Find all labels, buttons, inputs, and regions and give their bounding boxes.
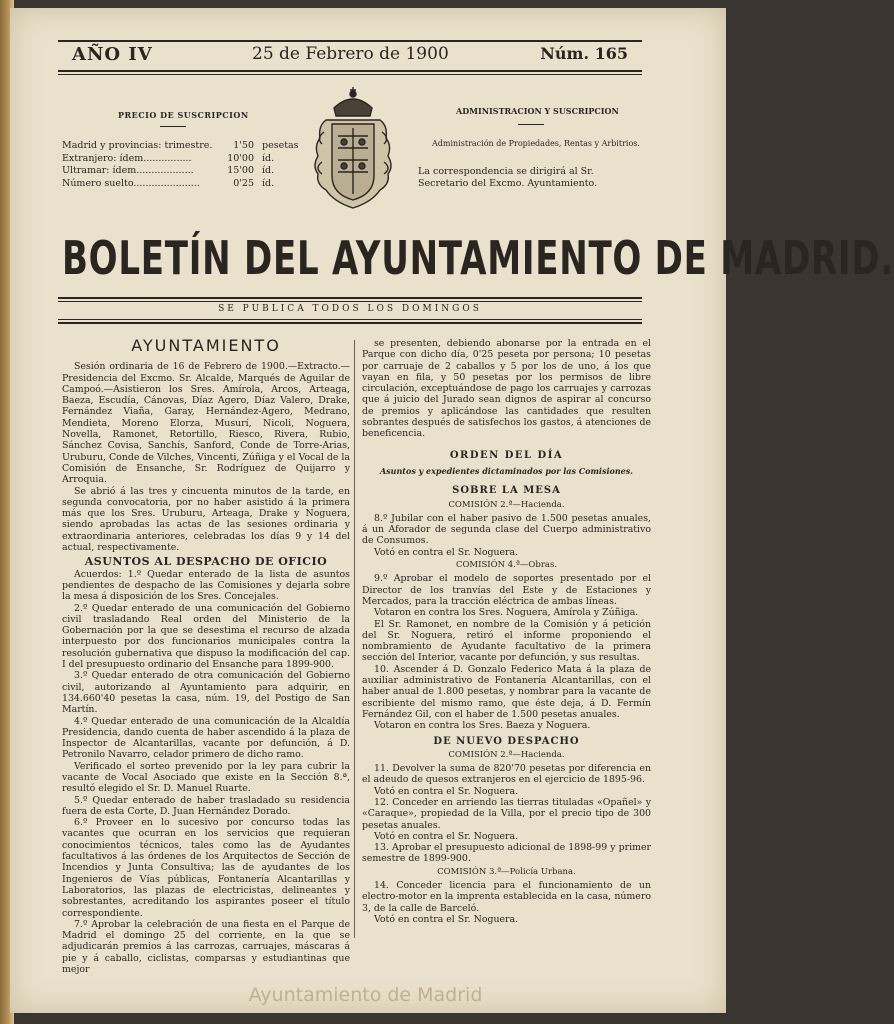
price-unit: íd. [262,165,275,176]
masthead-title: BOLETÍN DEL AYUNTAMIENTO DE MADRID. [62,231,894,285]
top-rule [58,40,642,42]
subsection-heading: ASUNTOS AL DESPACHO DE OFICIO [84,555,328,569]
issue-date: 25 de Febrero de 1900 [252,44,449,64]
vote-note: Votó en contra el Sr. Noguera. [374,546,519,558]
admin-title: ADMINISTRACION Y SUSCRIPCION [456,106,619,116]
publish-rule-2 [58,322,642,324]
agenda-item: 8.º Jubilar con el haber pasivo de 1.500 pesetas anuales, á un Aforador de segunda clase del Cuerpo administrativo de Consumos. [362,512,651,547]
commission-heading: COMISIÓN 2.ª—Hacienda. [448,499,565,510]
agreement-item: Verificado el sorteo prevenido por la ley para cubrir la vacante de Vocal Asociado que existe en la Sección 8.ª, resultó elegido el Sr. D. Manuel Ruarte. [62,760,350,795]
vote-note: Votaron en contra los Sres. Baeza y Noguera. [374,720,591,732]
agreement-item: 7.º Aprobar la celebración de una fiesta en el Parque de Madrid el domingo 25 del corriente, en la que se adjudicarán premios á las carrozas, carruajes, máscaras á pie y á caballo, ciclistas, comparsas y estudiantinas que mejor [62,918,350,976]
madrid-coat-of-arms-icon [304,86,402,214]
agreement-item: 4.º Quedar enterado de una comunicación de la Alcaldía Presidencia, dando cuenta de haber ascendido á la plaza de Inspector de Alcantarillas, vacante por defunción, á D. Petronilo Navarro, celador primero de dicho ramo. [62,715,350,761]
commission-heading: COMISIÓN 4.ª—Obras. [455,560,558,571]
agenda-item: 9.º Aprobar el modelo de soportes presentado por el Director de los tranvías del Este y de Estaciones y Mercados, para la tracción eléctrica de ambas líneas. [362,573,651,607]
session-opening: Se abrió á las tres y cincuenta minutos de la tarde, en segunda convocatoria, por no haber asistido á la primera más que los Sres. Uruburu, Arteaga, Drake y Noguera, siendo aprobadas las actas de las sesiones ordinaria y extraordinaria anteriores, celebradas los días 9 y 14 del actual, respectivamente. [62,485,350,554]
vote-note: Votó en contra el Sr. Noguera. [374,913,519,925]
agreement-item: 5.º Quedar enterado de haber trasladado su residencia fuera de esta Corte, D. Juan Hernández Dorado. [62,794,350,817]
admin-subtitle: Administración de Propiedades, Rentas y Arbitrios. [432,139,640,148]
commission-heading: COMISIÓN 3.ª—Policía Urbana. [437,866,576,877]
header-rule-1 [58,70,642,72]
agreement-item: 6.º Proveer en lo sucesivo por concurso todas las vacantes que ocurran en los servicios que requieran conocimientos técnicos, tales como las de Ayudantes facultativos á las órdenes de los Arquitectos de Sección de Incendios y Junta Consultiva; las de ayudantes de los Ingenieros de Vías públicas, Fontanería Alcantarillas y Laboratorios, las plazas de electricistas, delineantes y sobrestantes, acreditando los aspirantes poseer el título correspondiente. [62,817,350,919]
agenda-item: 11. Devolver la suma de 820'70 pesetas por diferencia en el adeudo de quesos extranjeros en el ejercicio de 1895-96. [362,763,651,786]
price-amount: 15'00 [227,165,254,176]
nuevo-despacho-heading: DE NUEVO DESPACHO [433,735,580,747]
price-row [62,140,302,153]
vote-note: Votaron en contra los Sres. Noguera, Amírola y Zúñiga. [374,607,639,619]
publish-rule-1 [58,319,642,320]
masthead-rule-2 [58,301,642,302]
session-summary: Sesión ordinaria de 16 de Febrero de 1900.—Extracto.—Presidencia del Excmo. Sr. Alcalde, Marqués de Aguilar de Campoó.—Asistieron los Sres. Amírola, Arcos, Arteaga, Baeza, Escudía, Cánovas, Díaz Agero, Díaz Valero, Drake, Fernández Viaña, Garay, Hernández-Agero, Medrano, Mendieta, Moreno Elorza, Musurí, Nicoli, Noguera, Novella, Ramonet, Retortillo, Riesco, Rivera, Rubio, Sánchez Covisa, Sanchís, Sanford, Conde de Torre-Arias, Uruburu, Conde de Vilches, Vincenti, Zúñiga y el Vocal de la Comisión de Ensanche, Sr. Rodríguez de Quijarro y Arroquia. [62,361,350,486]
agenda-item: 14. Conceder licencia para el funcionamiento de un electro-motor en la imprenta establecida en la casa, número 3, de la calle de Barceló. [362,880,651,914]
agreement-item: Acuerdos: 1.º Quedar enterado de la lista de asuntos pendientes de despacho de las Comisiones y dejarla sobre la mesa á disposición de los Sres. Concejales. [62,568,350,603]
subscription-divider [160,126,186,127]
sobre-la-mesa-heading: SOBRE LA MESA [452,485,561,497]
price-label: Número suelto...................... [62,177,200,189]
left-column [62,338,350,975]
subscription-title: PRECIO DE SUSCRIPCION [118,110,249,120]
price-label: Extranjero: ídem................ [62,152,192,164]
fiesta-continuation: se presenten, debiendo abonarse por la entrada en el Parque con dicho día, 0'25 peseta por persona; 10 pesetas por carruaje de 2 caballos y 5 por los de uno, á los que vayan en fila, y 50 pesetas por los permisos de libre circulación, exceptuándose de pago los carruajes y carrozas que á juicio del Jurado sean dignos de aspirar al concurso de premios y aplicándose las cantidades que resulten sobrantes después de satisfechos los gastos, á atenciones de beneficencia. [362,338,652,440]
price-amount: 0'25 [233,177,254,189]
agenda-item: 13. Aprobar el presupuesto adicional de 1898-99 y primer semestre de 1899-900. [362,842,651,865]
column-divider [354,340,355,938]
price-row [62,153,302,166]
price-unit: íd. [262,177,275,189]
issue-header [72,44,642,66]
issue-year: AÑO IV [72,44,153,65]
price-amount: 10'00 [227,152,254,164]
agenda-item: 12. Conceder en arriendo las tierras tituladas «Opañel» y «Caraque», propiedad de la Villa, por el precio tipo de 300 pesetas anuales. [362,796,651,831]
publication-note: SE PUBLICA TODOS LOS DOMINGOS [218,304,482,314]
orden-subtitle: Asuntos y expedientes dictaminados por las Comisiones. [379,465,634,476]
price-unit: pesetas [262,140,299,151]
price-label: Ultramar: ídem................... [62,165,194,176]
agenda-item: El Sr. Ramonet, en nombre de la Comisión y á petición del Sr. Noguera, retiró el informe proponiendo el nombramiento de Ayudante facultativo de la primera sección del Interior, vacante por defunción, y sus resultas. [362,618,651,664]
price-row [62,178,302,191]
agenda-item: 10. Ascender á D. Gonzalo Federico Mata á la plaza de auxiliar administrativo de Fontanería Alcantarillas, con el haber anual de 1.800 pesetas, y nombrar para la vacante de escribiente del mismo ramo, que éste deja, á D. Fermín Fernández Gil, con el haber de 1.500 pesetas anuales. [362,663,651,720]
admin-note: La correspondencia se dirigirá al Sr. Secretario del Excmo. Ayuntamiento. [418,166,598,189]
price-label: Madrid y provincias: trimestre. [62,140,213,151]
vote-note: Votó en contra el Sr. Noguera. [374,830,519,842]
watermark: Ayuntamiento de Madrid [248,984,483,1006]
price-table [62,140,302,190]
agreement-item: 2.º Quedar enterado de una comunicación del Gobierno civil trasladando Real orden del Ministerio de la Gobernación por la que se desestima el recurso de alzada interpuesto por dos funcionarios municipales contra la resolución gubernativa que dispuso la modificación del cap. I del presupuesto ordinario del Ensanche para 1899-900. [62,602,350,671]
issue-number: Núm. 165 [540,44,628,63]
commission-heading: COMISIÓN 2.ª—Hacienda. [448,749,565,760]
price-unit: íd. [262,152,275,164]
masthead-rule-1 [58,297,642,299]
agreement-item: 3.º Quedar enterado de otra comunicación del Gobierno civil, autorizando al Ayuntamiento para adquirir, en 134.660'40 pesetas la casa, núm. 19, del Postigo de San Martín. [62,670,350,716]
price-amount: 1'50 [233,140,254,151]
header-rule-2 [58,74,642,75]
section-heading: AYUNTAMIENTO [131,336,281,355]
admin-divider [518,124,544,125]
orden-del-dia-heading: ORDEN DEL DÍA [449,449,564,461]
vote-note: Votó en contra el Sr. Noguera. [374,785,519,797]
price-row [62,165,302,178]
right-column [362,338,651,925]
